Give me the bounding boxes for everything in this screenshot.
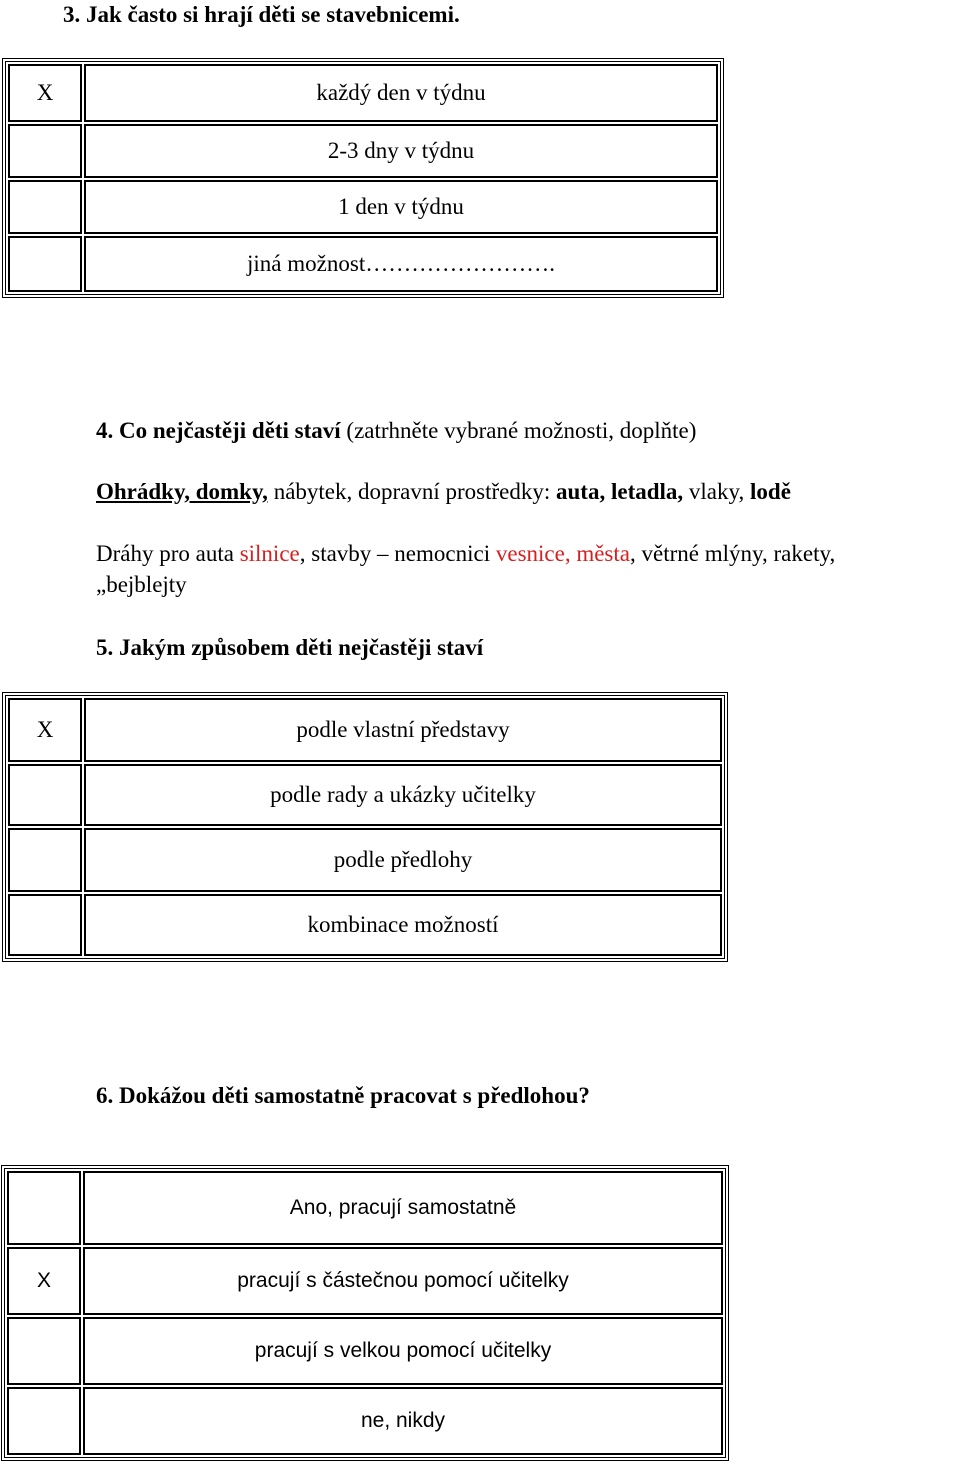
table-row <box>8 894 722 956</box>
q4-line-1 <box>96 477 791 507</box>
q4-line-2 <box>96 539 835 569</box>
q3-option-2: 1 den v týdnu <box>84 180 718 234</box>
q5-option-0: podle vlastní představy <box>84 698 722 762</box>
q6-mark-0[interactable] <box>7 1171 81 1245</box>
q3-mark-3[interactable] <box>8 236 82 292</box>
q3-option-0: každý den v týdnu <box>84 64 718 122</box>
q4-line1-e: lodě <box>750 479 791 504</box>
q5-option-3: kombinace možností <box>84 894 722 956</box>
table-row <box>8 180 718 234</box>
q3-mark-0[interactable]: X <box>8 64 82 122</box>
q4-line2-a: Dráhy pro auta <box>96 541 240 566</box>
q6-option-3: ne, nikdy <box>83 1387 723 1455</box>
table-row <box>8 828 722 892</box>
table-row <box>7 1387 723 1455</box>
q6-mark-1[interactable]: X <box>7 1247 81 1315</box>
q5-mark-1[interactable] <box>8 764 82 826</box>
q4-line2-e: , větrné mlýny, rakety, <box>629 541 836 566</box>
q4-line1-a: Ohrádky, domky, <box>96 479 268 504</box>
table-row <box>7 1317 723 1385</box>
q4-title-rest: (zatrhněte vybrané možnosti, doplňte) <box>340 418 697 443</box>
q4-line2-d: vesnice, města <box>495 541 630 566</box>
q5-mark-2[interactable] <box>8 828 82 892</box>
table-row <box>7 1247 723 1315</box>
q4-title <box>96 416 696 446</box>
q3-mark-2[interactable] <box>8 180 82 234</box>
q5-options-table <box>2 692 728 962</box>
q5-mark-3[interactable] <box>8 894 82 956</box>
table-row <box>8 764 722 826</box>
q3-mark-1[interactable] <box>8 124 82 178</box>
q4-line2-b: silnice <box>239 541 300 566</box>
q4-line1-b: nábytek, dopravní prostředky: <box>267 479 557 504</box>
q6-mark-2[interactable] <box>7 1317 81 1385</box>
q6-options-table <box>1 1165 729 1461</box>
q3-option-3: jiná možnost……………………. <box>84 236 718 292</box>
q3-options-table <box>2 58 724 298</box>
q6-option-2: pracují s velkou pomocí učitelky <box>83 1317 723 1385</box>
q4-title-bold: 4. Co nejčastěji děti staví <box>96 418 341 443</box>
q4-line2-c: , stavby – nemocnici <box>299 541 496 566</box>
table-row <box>8 236 718 292</box>
q5-option-2: podle předlohy <box>84 828 722 892</box>
q5-title: 5. Jakým způsobem děti nejčastěji staví <box>96 635 484 660</box>
q5-option-1: podle rady a ukázky učitelky <box>84 764 722 826</box>
table-row <box>8 64 718 122</box>
q4-line1-c: auta, letadla, <box>556 479 684 504</box>
q6-mark-3[interactable] <box>7 1387 81 1455</box>
q6-title: 6. Dokážou děti samostatně pracovat s předlohou? <box>96 1083 590 1108</box>
table-row <box>7 1171 723 1245</box>
q3-option-1: 2-3 dny v týdnu <box>84 124 718 178</box>
q4-line-3: „bejblejty <box>96 572 187 597</box>
table-row <box>8 698 722 762</box>
q3-title: 3. Jak často si hrají děti se stavebnicemi. <box>63 2 460 27</box>
q6-option-1: pracují s částečnou pomocí učitelky <box>83 1247 723 1315</box>
q4-line1-d: vlaky, <box>683 479 751 504</box>
q6-option-0: Ano, pracují samostatně <box>83 1171 723 1245</box>
q5-mark-0[interactable]: X <box>8 698 82 762</box>
table-row <box>8 124 718 178</box>
